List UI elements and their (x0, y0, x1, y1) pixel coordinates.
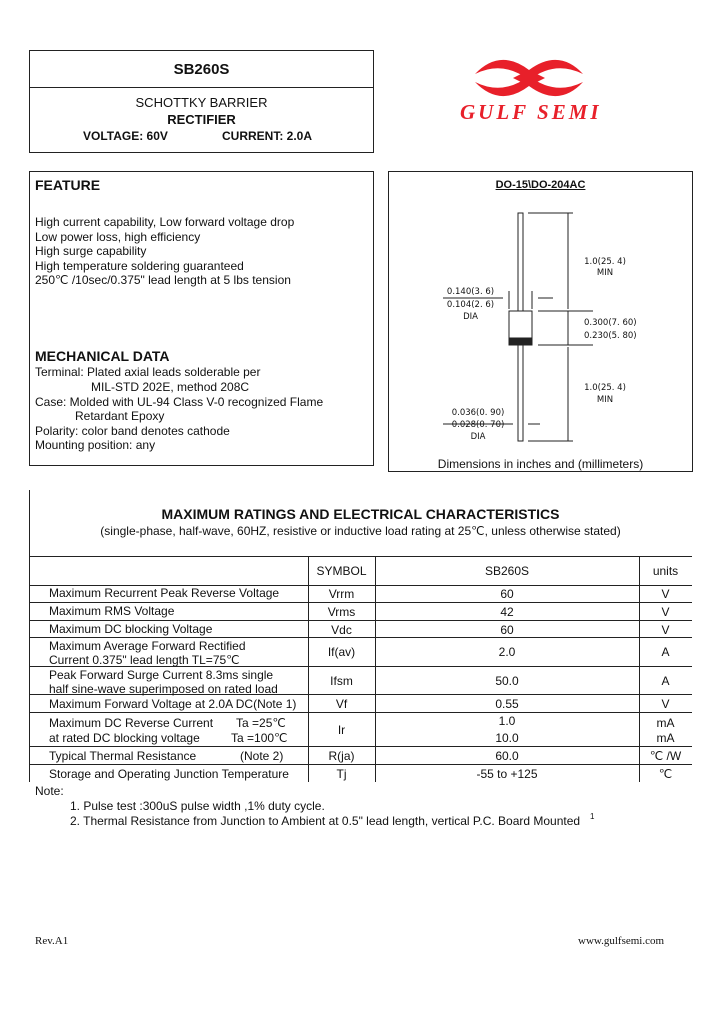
mechanical-line: Terminal: Plated axial leads solderable per (35, 365, 261, 379)
value-cell: 1.0 (498, 714, 516, 728)
symbol-cell: Vrms (327, 605, 356, 619)
feature-item: 250℃ /10sec/0.375" lead length at 5 lbs tension (35, 273, 291, 287)
value-cell: 60 (500, 587, 514, 601)
symbol-cell: Vdc (331, 623, 352, 637)
feature-item: High temperature soldering guaranteed (35, 259, 244, 273)
mechanical-line: Mounting position: any (35, 438, 156, 452)
notes-heading: Note: (35, 784, 64, 798)
dim-body-dia-min: 0.104(2. 6) (446, 300, 495, 310)
unit-cell: V (661, 587, 670, 601)
symbol-cell: If(av) (327, 645, 356, 659)
value-cell: 42 (500, 605, 514, 619)
param-cell: Maximum Average Forward Rectified (49, 639, 246, 653)
dim-lead-bot: 1.0(25. 4) (584, 383, 626, 393)
col-header-units: units (652, 564, 679, 578)
unit-cell: V (661, 605, 670, 619)
unit-cell: ℃ (658, 767, 673, 781)
dim-body-len-max: 0.300(7. 60) (584, 318, 637, 328)
dim-lead-bot-min: MIN (596, 395, 614, 405)
note-superscript: 1 (590, 812, 595, 821)
dim-lead-top: 1.0(25. 4) (584, 257, 626, 267)
param-cell-line2: at rated DC blocking voltage (49, 731, 200, 745)
website-url[interactable]: www.gulfsemi.com (578, 935, 665, 947)
symbol-cell: Ir (337, 723, 346, 737)
feature-item: High surge capability (35, 244, 147, 258)
param-cond: Ta =25℃ (236, 716, 286, 730)
title-line1: SCHOTTKY BARRIER (135, 95, 268, 110)
symbol-cell: R(ja) (328, 749, 355, 763)
unit-cell: mA (656, 716, 675, 730)
value-cell: 2.0 (498, 645, 516, 659)
mechanical-line: Case: Molded with UL-94 Class V-0 recognized Flame (35, 395, 324, 409)
param-cond: (Note 2) (240, 749, 284, 763)
mechanical-line: Retardant Epoxy (75, 409, 165, 423)
dim-body-len-min: 0.230(5. 80) (584, 331, 637, 341)
unit-cell: A (661, 645, 670, 659)
part-number: SB260S (173, 61, 230, 78)
value-cell: 50.0 (495, 674, 519, 688)
dim-lead-dia-max: 0.036(0. 90) (451, 408, 505, 418)
feature-item: High current capability, Low forward voltage drop (35, 215, 295, 229)
unit-cell: V (661, 697, 670, 711)
unit-cell: ℃ /W (649, 749, 682, 763)
param-cell: Maximum DC blocking Voltage (49, 622, 213, 636)
dim-lead-dia-label: DIA (470, 432, 486, 442)
package-name: DO-15\DO-204AC (495, 179, 586, 191)
dim-lead-dia-min: 0.028(0. 70) (451, 420, 505, 430)
col-header-part: SB260S (484, 564, 530, 578)
dim-lead-top-min: MIN (596, 268, 614, 278)
unit-cell: V (661, 623, 670, 637)
mechanical-heading: MECHANICAL DATA (35, 348, 170, 364)
logo-text: GULF SEMI (460, 100, 602, 124)
value-cell: 60.0 (495, 749, 519, 763)
value-cell: 0.55 (495, 697, 519, 711)
voltage-label: VOLTAGE: 60V (83, 129, 168, 143)
ratings-title: MAXIMUM RATINGS AND ELECTRICAL CHARACTERISTICS (161, 506, 560, 522)
feature-item: Low power loss, high efficiency (35, 230, 201, 244)
col-header-symbol: SYMBOL (316, 564, 367, 578)
param-cond-line2: Ta =100℃ (231, 731, 288, 745)
title-line2: RECTIFIER (167, 112, 236, 127)
symbol-cell: Vrrm (328, 587, 355, 601)
symbol-cell: Tj (336, 767, 347, 781)
note-item: 1. Pulse test :300uS pulse width ,1% duty cycle. (70, 799, 325, 813)
param-cell: Peak Forward Surge Current 8.3ms single (49, 668, 274, 682)
param-cell: Maximum Recurrent Peak Reverse Voltage (49, 586, 280, 600)
param-cell: Storage and Operating Junction Temperature (49, 767, 289, 781)
current-label: CURRENT: 2.0A (222, 129, 313, 143)
param-cell: Maximum Forward Voltage at 2.0A DC(Note 1) (49, 697, 297, 711)
param-cell: Typical Thermal Resistance (49, 749, 197, 763)
param-cell: Maximum RMS Voltage (49, 604, 175, 618)
ratings-subtitle: (single-phase, half-wave, 60HZ, resistive or inductive load rating at 25℃, unless otherwise stated) (100, 524, 621, 538)
value-cell-line2: 10.0 (495, 731, 519, 745)
mechanical-line: MIL-STD 202E, method 208C (91, 380, 250, 394)
mechanical-line: Polarity: color band denotes cathode (35, 424, 230, 438)
symbol-cell: Vf (335, 697, 348, 711)
unit-cell: A (661, 674, 670, 688)
revision-label: Rev.A1 (35, 935, 69, 947)
param-cell-line2: Current 0.375" lead length TL=75℃ (49, 653, 240, 667)
param-cell-line2: half sine-wave superimposed on rated load (49, 682, 278, 696)
diode-outline-drawing (388, 171, 693, 472)
param-cell: Maximum DC Reverse Current (49, 716, 214, 730)
package-caption: Dimensions in inches and (millimeters) (437, 457, 644, 471)
value-cell: -55 to +125 (476, 767, 538, 781)
feature-heading: FEATURE (35, 177, 101, 193)
symbol-cell: Ifsm (330, 674, 353, 688)
dim-body-dia-label: DIA (463, 312, 478, 322)
value-cell: 60 (500, 623, 514, 637)
unit-cell-line2: mA (656, 731, 675, 745)
note-item: 2. Thermal Resistance from Junction to Ambient at 0.5" lead length, vertical P.C. Board Mounted (70, 814, 581, 828)
dim-body-dia-max: 0.140(3. 6) (446, 287, 495, 297)
